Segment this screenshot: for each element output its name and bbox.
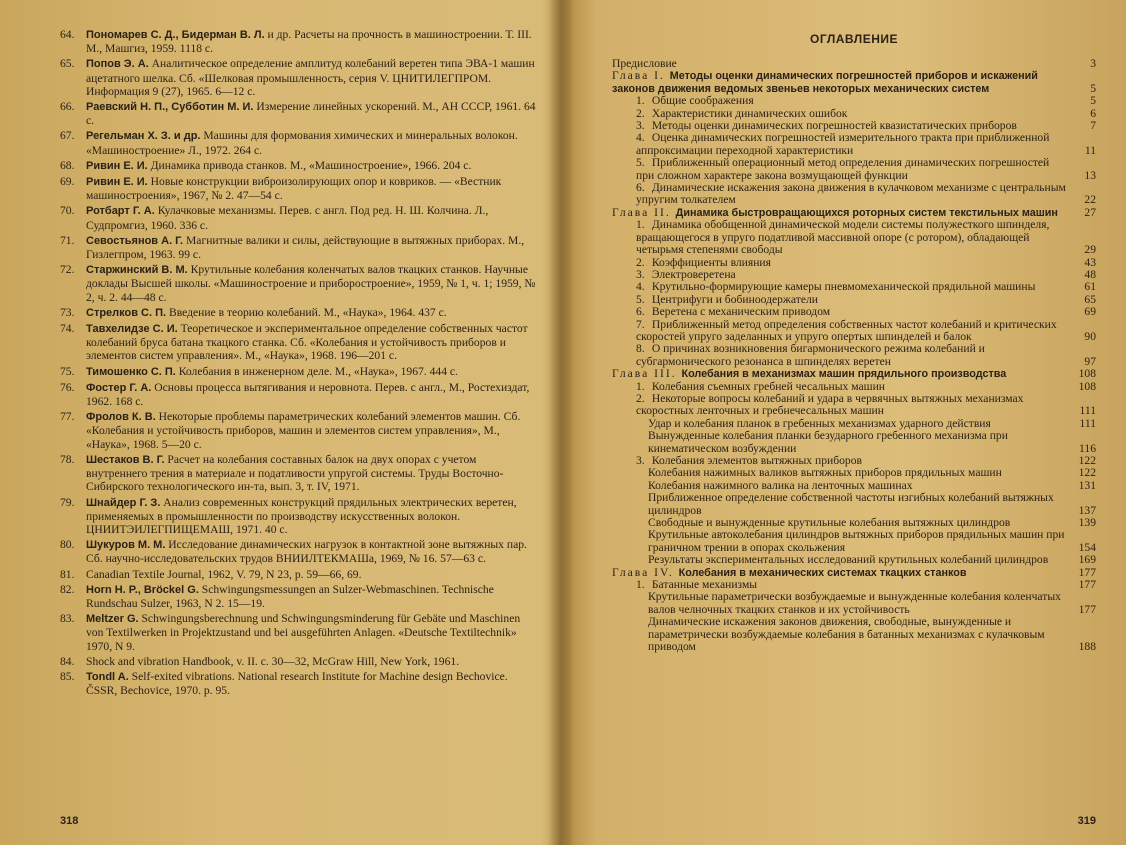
right-page: [568, 0, 1126, 845]
reference-author: Регельман Х. З. и др.: [86, 130, 201, 143]
toc-page-number: 5: [1090, 81, 1096, 95]
reference-item: [60, 453, 540, 494]
reference-item: [60, 612, 540, 653]
toc-page-number: 111: [1079, 404, 1096, 418]
reference-item: [60, 655, 540, 668]
reference-number: 70.: [60, 204, 75, 218]
toc-page-number: 61: [1084, 280, 1096, 294]
toc-page-number: 116: [1079, 441, 1096, 455]
section-number: 1.: [636, 379, 645, 393]
chapter-title: Методы оценки динамических погрешностей приборов и искажений законов движения ведомых звеньев некоторых механических систем: [612, 70, 1038, 95]
reference-number: 75.: [60, 364, 75, 378]
toc-entry: [612, 492, 1096, 517]
toc-page-number: 139: [1078, 516, 1096, 530]
reference-item: [60, 175, 540, 202]
toc-entry-label: [648, 529, 1070, 554]
section-number: 3.: [636, 267, 645, 281]
section-title: Колебания нажимных валиков вытяжных приборов прядильных машин: [648, 466, 1002, 480]
section-title: Результаты экспериментальных исследований крутильных колебаний цилиндров: [648, 553, 1049, 567]
reference-text: Self-exited vibrations. National research Institute for Machine design Bechovice. ČSSR, Bechovice, 1970. p. 95.: [86, 669, 508, 698]
section-number: 3.: [636, 454, 645, 467]
reference-number: 68.: [60, 158, 75, 172]
toc-entry-label: [648, 591, 1070, 616]
reference-item: [60, 57, 540, 98]
reference-item: [60, 410, 540, 451]
reference-number: 83.: [60, 612, 75, 626]
reference-number: 65.: [60, 57, 75, 71]
section-title: Колебания элементов вытяжных приборов: [649, 454, 862, 467]
toc-page-number: 48: [1084, 267, 1096, 281]
reference-item: [60, 234, 540, 261]
reference-text: Некоторые проблемы параметрических колебаний элементов машин. Сб. «Колебания и устойчивость приборов, машин и элементов систем управления», М., «Наука», 1968. 5—20 с.: [86, 410, 521, 451]
reference-item: [60, 100, 540, 127]
section-number: 1.: [636, 578, 645, 592]
left-page: [0, 0, 560, 845]
section-title: Некоторые вопросы колебаний и удара в червячных вытяжных механизмах скоростных ленточных и гребнечесальных машин: [636, 391, 1024, 418]
reference-author: Ривин Е. И.: [86, 176, 148, 189]
reference-item: [60, 568, 540, 581]
section-title: Веретена с механическим приводом: [649, 305, 831, 319]
toc-entry-label: [636, 219, 1070, 256]
section-title: Динамика обобщенной динамической модели системы полужесткого шпинделя, вращающегося в упруго податливой массивной опоре (с ротором), обладающей четырьмя степенями свободы: [636, 218, 1050, 257]
reference-text: Аналитическое определение амплитуд колебаний веретен типа ЭВА-1 машин ацетатного шелка. Сб. «Шелковая промышленность, серия V. ЦНИТИЛЕГПРОМ. Информация 9 (27), 1965. 6—12 с.: [86, 57, 535, 98]
reference-number: 73.: [60, 305, 75, 319]
toc-page-number: 22: [1084, 193, 1096, 207]
reference-text: Shock and vibration Handbook, v. II. c. 30—32, McGraw Hill, New York, 1961.: [86, 654, 460, 668]
reference-author: Tondl A.: [86, 670, 129, 683]
reference-author: Раевский Н. П., Субботин М. И.: [86, 101, 254, 114]
reference-item: [60, 365, 540, 379]
reference-text: Колебания в инженерном деле. М., «Наука», 1967. 444 с.: [175, 364, 458, 378]
section-title: Крутильные параметрически возбуждаемые и вынужденные колебания коленчатых валов челночных ткацких станков и их устойчивость: [648, 590, 1061, 616]
section-title: Колебания съемных гребней чесальных машин: [649, 379, 885, 393]
toc-page-number: 90: [1084, 329, 1096, 343]
section-number: 5.: [636, 292, 645, 306]
toc-entry: [612, 343, 1096, 368]
reference-number: 69.: [60, 175, 75, 189]
reference-item: [60, 129, 540, 156]
reference-text: Исследование динамических нагрузок в контактной зоне вытяжных пар. Сб. научно-исследовательских трудов ВНИИЛТЕКМАШа, 1969, № 16. 57—63 с.: [86, 538, 527, 566]
section-number: 6.: [636, 181, 645, 195]
section-title: Оценка динамических погрешностей измерительного тракта при приближенной аппроксимации переходной характеристики: [636, 131, 1050, 157]
section-title: Приближенное определение собственной частоты изгибных колебаний вытяжных цилиндров: [648, 491, 1054, 517]
section-title: Динамические искажения законов движения, свободные, вынужденные и параметрически возбуждаемые колебания в батанных механизмах с кулачковым приводом: [648, 615, 1045, 654]
toc-page-number: 111: [1079, 416, 1096, 430]
section-title: Коэффициенты влияния: [649, 255, 771, 269]
reference-text: Schwingungsberechnung und Schwingungsminderung für Gebäte und Maschinen von Textilwerken in Projektzustand und bei ausgeführten Anlagen. «Deutsche Textiltechnik» 1970, N 9.: [86, 612, 521, 653]
toc-page-number: 13: [1084, 168, 1096, 182]
reference-author: Шнайдер Г. З.: [86, 496, 161, 509]
chapter-prefix: Глава III.: [612, 367, 682, 381]
reference-number: 74.: [60, 322, 75, 336]
reference-text: Canadian Textile Journal, 1962, V. 79, N 23, p. 59—66, 69.: [86, 567, 362, 581]
toc-entry: [612, 132, 1096, 157]
reference-author: Ривин Е. И.: [86, 159, 148, 172]
toc-entry-label: [636, 182, 1070, 207]
toc-page-number: 177: [1078, 565, 1096, 579]
reference-item: [60, 583, 540, 610]
reference-item: [60, 204, 540, 231]
toc-page-number: 5: [1090, 94, 1096, 108]
chapter-prefix: Глава I.: [612, 69, 670, 83]
toc-page-number: 43: [1084, 255, 1096, 269]
toc-entry: [612, 219, 1096, 256]
toc-entry: [612, 616, 1096, 653]
chapter-title: Динамика быстровращающихся роторных систем текстильных машин: [675, 206, 1058, 219]
section-title: Вынужденные колебания планки безударного гребенного механизма при кинематическом возбуждении: [648, 429, 1008, 455]
reference-text: Измерение линейных ускорений. М., АН СССР, 1961. 64 с.: [86, 100, 536, 128]
reference-text: Анализ современных конструкций прядильных электрических веретен, применяемых в промышленности по производству искусственных волокон. ЦНИИТЭИЛЕГПИЩЕМАШ, 1971. 40 с.: [86, 495, 517, 536]
reference-item: [60, 306, 540, 320]
toc-page-number: 7: [1090, 119, 1096, 133]
reference-number: 76.: [60, 380, 75, 394]
section-number: 2.: [636, 106, 645, 120]
toc-entry: [612, 70, 1096, 95]
toc-entry: [612, 157, 1096, 182]
reference-author: Шукуров М. М.: [86, 539, 166, 552]
table-of-contents: [612, 58, 1096, 654]
reference-item: [60, 322, 540, 363]
toc-entry-label: [648, 616, 1070, 653]
toc-entry: [612, 430, 1096, 455]
reference-number: 66.: [60, 100, 75, 114]
reference-number: 78.: [60, 452, 75, 466]
reference-author: Тавхелидзе С. И.: [86, 323, 178, 336]
section-title: Приближенный операционный метод определения динамических погрешностей при сложном характере закона возмущающей функции: [636, 156, 1050, 182]
toc-page-number: 188: [1078, 640, 1096, 654]
toc-entry-label: [636, 132, 1070, 157]
reference-author: Пономарев С. Д., Бидерман В. Л.: [86, 29, 265, 41]
toc-entry-label: [648, 492, 1070, 517]
section-number: 2.: [636, 255, 645, 269]
section-title: Центрифуги и бобиноодержатели: [649, 292, 818, 306]
toc-page-number: 97: [1084, 354, 1096, 368]
reference-text: Кулачковые механизмы. Перев. с англ. Под ред. Н. Ш. Колчина. Л., Судпромгиз, 1960. 336 с.: [86, 204, 489, 232]
toc-entry-label: [648, 430, 1070, 455]
toc-page-number: 122: [1078, 466, 1096, 480]
toc-entry: [612, 319, 1096, 344]
toc-page-number: 11: [1084, 143, 1096, 157]
toc-page-number: 27: [1084, 205, 1096, 219]
section-title: Предисловие: [612, 57, 677, 70]
toc-entry: [612, 58, 1096, 70]
reference-item: [60, 496, 540, 537]
toc-page-number: 29: [1084, 243, 1096, 257]
toc-page-number: 131: [1078, 478, 1096, 492]
toc-entry: [612, 529, 1096, 554]
reference-number: 84.: [60, 654, 75, 668]
reference-author: Meltzer G.: [86, 613, 139, 626]
section-title: Приближенный метод определения собственных частот колебаний и критических скоростей упруго заделанных и упруго опертых шпинделей и балок: [636, 317, 1057, 343]
reference-text: Теоретическое и экспериментальное определение собственных частот колебаний бруса батана ткацкого станка. Сб. «Колебания и устойчивость приборов и элементов систем управления». М., «Наука», 1968. 196—201 с.: [86, 322, 528, 363]
reference-number: 79.: [60, 495, 75, 509]
toc-entry: [612, 554, 1096, 566]
reference-number: 72.: [60, 263, 75, 277]
reference-author: Фостер Г. А.: [86, 381, 152, 394]
reference-number: 82.: [60, 582, 75, 596]
section-number: 3.: [636, 119, 645, 133]
reference-number: 67.: [60, 129, 75, 143]
reference-item: [60, 159, 540, 173]
page-number-left: 318: [60, 815, 79, 827]
section-title: Свободные и вынужденные крутильные колебания вытяжных цилиндров: [648, 516, 1011, 530]
chapter-prefix: Глава II.: [612, 205, 676, 219]
reference-text: Расчет на колебания составных балок на двух опорах с учетом внутреннего трения в материале и податливости упругой системы. Труды Восточно-Сибирского технологического ин-та, вып. 3, т. IV, 1971.: [86, 452, 504, 494]
reference-number: 71.: [60, 233, 75, 247]
toc-entry-label: [636, 157, 1070, 182]
section-title: Крутильно-формирующие камеры пневмомеханической прядильной машины: [649, 280, 1036, 294]
toc-page-number: 177: [1078, 578, 1096, 592]
toc-entry-label: [648, 554, 1070, 566]
toc-entry-label: [612, 70, 1070, 95]
reference-author: Попов Э. А.: [86, 58, 149, 71]
section-number: 2.: [636, 391, 645, 405]
reference-text: Schwingungsmessungen an Sulzer-Webmaschinen. Technische Rundschau Sulzer, 1963, N 2. 15—19.: [86, 582, 494, 610]
page-number-right: 319: [1077, 815, 1096, 827]
toc-page-number: 154: [1078, 540, 1096, 554]
toc-page-number: 6: [1090, 106, 1096, 120]
reference-author: Севостьянов А. Г.: [86, 234, 184, 247]
toc-page-number: 108: [1078, 367, 1096, 381]
toc-page-number: 137: [1078, 503, 1096, 517]
reference-number: 85.: [60, 669, 75, 683]
section-number: 1.: [636, 94, 645, 108]
reference-author: Старжинский В. М.: [86, 264, 188, 277]
section-title: Динамические искажения закона движения в кулачковом механизме с центральным упругим толкателем: [636, 181, 1066, 207]
toc-page-number: 177: [1078, 602, 1096, 616]
section-number: 5.: [636, 156, 645, 170]
chapter-prefix: Глава IV.: [612, 565, 679, 579]
reference-number: 77.: [60, 410, 75, 424]
reference-author: Ротбарт Г. А.: [86, 205, 155, 218]
toc-page-number: 65: [1084, 292, 1096, 306]
section-title: Батанные механизмы: [649, 578, 758, 592]
reference-item: [60, 381, 540, 408]
reference-author: Тимошенко С. П.: [86, 365, 176, 378]
section-number: 7.: [636, 317, 645, 331]
reference-text: Новые конструкции виброизолирующих опор и ковриков. — «Вестник машиностроения», 1967, № 2. 47—54 с.: [86, 175, 502, 203]
section-title: Удар и колебания планок в гребенных механизмах ударного действия: [648, 416, 991, 430]
section-number: 4.: [636, 280, 645, 294]
toc-entry-label: [636, 393, 1070, 418]
reference-text: и др. Расчеты на прочность в машиностроении. Т. III. М., Машгиз, 1959. 1118 с.: [86, 28, 532, 56]
chapter-title: Колебания в механических системах ткацких станков: [678, 566, 967, 579]
toc-title: ОГЛАВЛЕНИЕ: [809, 32, 898, 46]
reference-author: Фролов К. В.: [86, 411, 156, 424]
reference-text: Магнитные валики и силы, действующие в вытяжных приборах. М., Гизлегпром, 1963. 99 с.: [86, 233, 525, 262]
toc-entry: [612, 182, 1096, 207]
toc-page-number: 122: [1078, 454, 1096, 467]
section-title: Характеристики динамических ошибок: [649, 106, 848, 120]
reference-author: Стрелков С. П.: [86, 306, 167, 319]
reference-author: Шестаков В. Г.: [86, 453, 165, 466]
reference-text: Крутильные колебания коленчатых валов ткацких станков. Научные доклады Высшей школы. «Машиностроение и приборостроение», 1959, № 1, ч. 1; 1959, № 2, ч. 2. 44—48 с.: [86, 263, 536, 304]
section-number: 4.: [636, 131, 645, 145]
section-title: Колебания нажимного валика на ленточных машинах: [648, 478, 913, 492]
reference-text: Основы процесса вытягивания и неровнота. Перев. с англ., М., Ростехиздат, 1962. 168 с.: [86, 380, 530, 409]
toc-entry: [612, 591, 1096, 616]
reference-item: [60, 28, 540, 55]
toc-page-number: 3: [1090, 57, 1096, 70]
toc-entry-label: [636, 343, 1070, 368]
reference-number: 80.: [60, 538, 75, 552]
toc-page-number: 108: [1078, 379, 1096, 393]
reference-text: Динамика привода станков. М., «Машиностроение», 1966. 204 с.: [147, 158, 472, 172]
section-number: 8.: [636, 342, 645, 356]
reference-text: Введение в теорию колебаний. М., «Наука», 1964. 437 с.: [166, 305, 447, 319]
section-number: 1.: [636, 218, 645, 232]
section-number: 6.: [636, 305, 645, 319]
toc-page-number: 69: [1084, 305, 1096, 319]
section-title: Общие соображения: [649, 94, 754, 108]
reference-number: 64.: [60, 28, 75, 41]
reference-item: [60, 670, 540, 697]
reference-author: Horn H. P., Bröckel G.: [86, 583, 199, 596]
reference-item: [60, 538, 540, 565]
toc-entry-label: [636, 319, 1070, 344]
toc-page-number: 169: [1078, 553, 1096, 567]
reference-list: [60, 28, 540, 697]
toc-entry: [612, 393, 1096, 418]
reference-number: 81.: [60, 567, 75, 581]
toc-entry-label: [612, 58, 1070, 70]
chapter-title: Колебания в механизмах машин прядильного производства: [681, 368, 1007, 381]
section-title: Электроверетена: [649, 267, 736, 281]
reference-text: Машины для формования химических и минеральных волокон. «Машиностроение» Л., 1972. 264 с.: [86, 129, 518, 157]
section-title: Методы оценки динамических погрешностей квазистатических приборов: [649, 119, 1017, 133]
section-title: Крутильные автоколебания цилиндров вытяжных приборов прядильных машин при граничном трении в опорах скольжения: [648, 528, 1065, 554]
section-title: О причинах возникновения бигармонического режима колебаний и субгармонического резонанса в шпинделях веретен: [636, 342, 985, 368]
reference-item: [60, 263, 540, 304]
